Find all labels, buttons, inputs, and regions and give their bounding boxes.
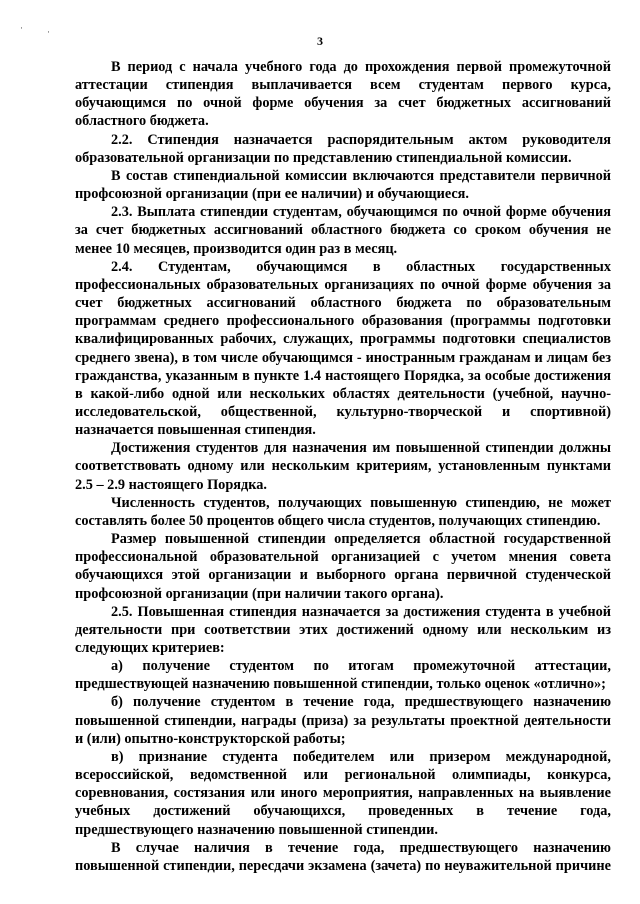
paragraph: Достижения студентов для назначения им повышенной стипендии должны соответствовать одному или нескольким критериям, установленным пунктами 2.5 – 2.9 настоящего Порядка. (75, 440, 611, 493)
scan-speck: · (47, 27, 50, 37)
paragraph: Размер повышенной стипендии определяется областной государственной профессиональной образовательной организацией с учетом мнения совета обучающихся этой организации и выборного органа первичной студенческой профсоюзной организации (при наличии такого органа). (75, 531, 611, 602)
paragraph: 2.4. Студентам, обучающимся в областных государственных профессиональных образовательных организациях по очной форме обучения за счет бюджетных ассигнований областного бюджета по образовательным программам среднего профессионального образования (программы подготовки квалифицированных рабочих, служащих, программы подготовки специалистов среднего звена), в том числе обучающимся - иностранным гражданам и лицам без гражданства, указанным в пункте 1.4 настоящего Порядка, за особые достижения в какой-либо одной или нескольких областях деятельности (учебной, научно-исследовательской, общественной, культурно-творческой и спортивной) назначается повышенная стипендия. (75, 258, 611, 439)
document-body (75, 58, 611, 875)
paragraph: Численность студентов, получающих повышенную стипендию, не может составлять более 50 процентов общего числа студентов, получающих стипендию. (75, 494, 611, 529)
list-item-a: а) получение студентом по итогам промежуточной аттестации, предшествующей назначению повышенной стипендии, только оценок «отлично»; (75, 658, 611, 693)
paragraph-continued: В случае наличия в течение года, предшествующего назначению повышенной стипендии, пересдачи экзамена (зачета) по неуважительной причине (75, 839, 611, 874)
paragraph: 2.5. Повышенная стипендия назначается за достижения студента в учебной деятельности при соответствии этих достижений одному или нескольким из следующих критериев: (75, 603, 611, 656)
paragraph: В период с начала учебного года до прохождения первой промежуточной аттестации стипендия выплачивается всем студентам первого курса, обучающимся по очной форме обучения за счет бюджетных ассигнований областного бюджета. (75, 59, 611, 130)
paragraph: 2.2. Стипендия назначается распорядительным актом руководителя образовательной организации по представлению стипендиальной комиссии. (75, 131, 611, 166)
page-number: 3 (317, 34, 323, 48)
scan-speck: · (20, 23, 23, 33)
list-item-b: б) получение студентом в течение года, предшествующего назначению повышенной стипендии, награды (приза) за результаты проектной деятельности и (или) опытно-конструкторской работы; (75, 694, 611, 747)
list-item-c: в) признание студента победителем или призером международной, всероссийской, ведомственной или региональной олимпиады, конкурса, соревнования, состязания или иного мероприятия, направленных на выявление учебных достижений обучающихся, проведенных в течение года, предшествующего назначению повышенной стипендии. (75, 748, 611, 838)
paragraph: 2.3. Выплата стипендии студентам, обучающимся по очной форме обучения за счет бюджетных ассигнований областного бюджета со сроком обучения не менее 10 месяцев, производится один раз в месяц. (75, 204, 611, 257)
paragraph: В состав стипендиальной комиссии включаются представители первичной профсоюзной организации (при ее наличии) и обучающиеся. (75, 167, 611, 203)
